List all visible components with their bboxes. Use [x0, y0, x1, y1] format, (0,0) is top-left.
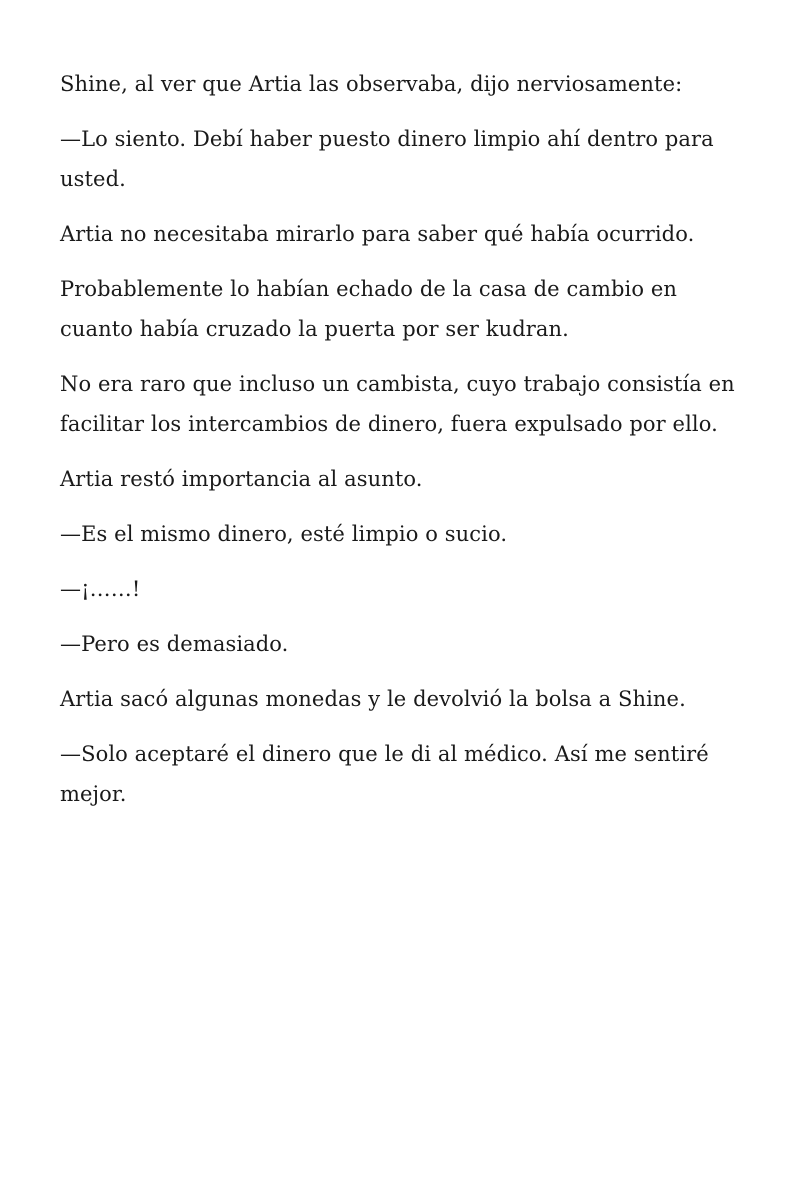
paragraph-10: Artia sacó algunas monedas y le devolvió la bolsa a Shine.: [60, 687, 686, 711]
paragraph-8: —¡……!: [60, 577, 141, 601]
paragraph-3: Artia no necesitaba mirarlo para saber qué había ocurrido.: [60, 222, 695, 246]
paragraph-1: Shine, al ver que Artia las observaba, dijo nerviosamente:: [60, 72, 683, 96]
paragraph-11: —Solo aceptaré el dinero que le di al médico. Así me sentiré mejor.: [60, 742, 709, 806]
paragraph-6: Artia restó importancia al asunto.: [60, 467, 423, 491]
paragraph-4: Probablemente lo habían echado de la casa de cambio en cuanto había cruzado la puerta por ser kudran.: [60, 277, 678, 341]
paragraph-5: No era raro que incluso un cambista, cuyo trabajo consistía en facilitar los intercambios de dinero, fuera expulsado por ello.: [60, 372, 735, 436]
paragraph-2: —Lo siento. Debí haber puesto dinero limpio ahí dentro para usted.: [60, 127, 714, 191]
paragraph-9: —Pero es demasiado.: [60, 632, 289, 656]
paragraph-7: —Es el mismo dinero, esté limpio o sucio.: [60, 522, 508, 546]
